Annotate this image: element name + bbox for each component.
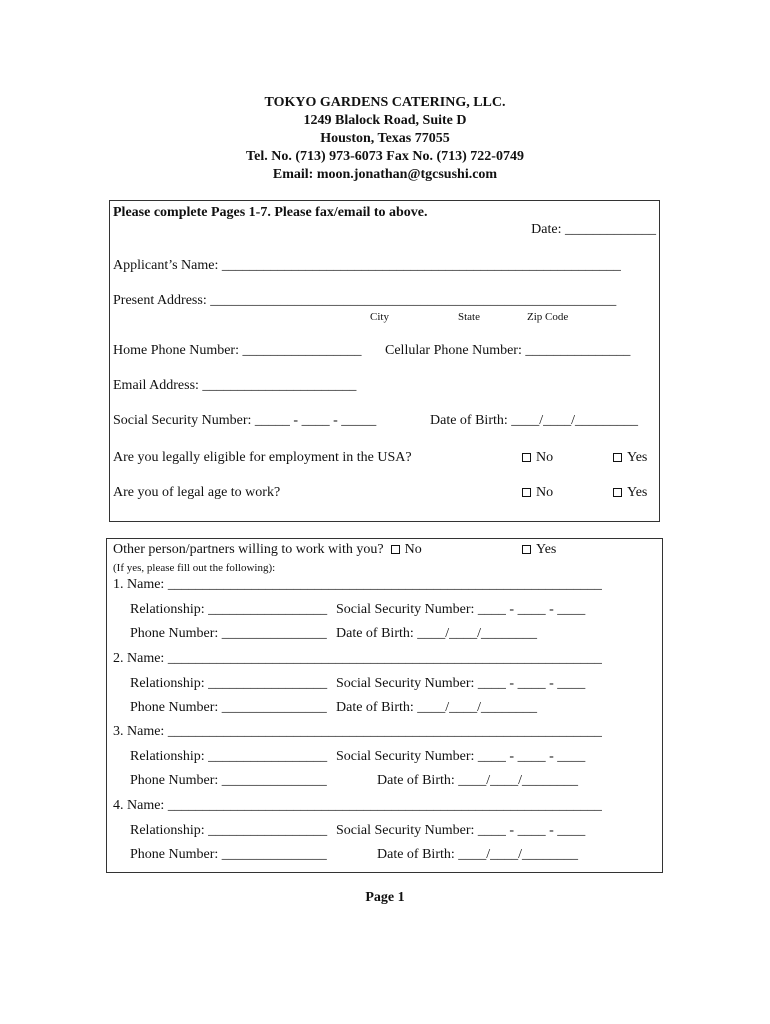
checkbox-icon[interactable] (613, 488, 622, 497)
checkbox-icon[interactable] (613, 453, 622, 462)
age-no-option[interactable] (522, 485, 553, 501)
partner-2-relationship-field[interactable]: Relationship: _________________ (130, 676, 328, 691)
eligible-yes-option[interactable] (613, 450, 647, 466)
partner-2-dob-field[interactable]: Date of Birth: ____/____/________ (336, 700, 538, 715)
present-address-field[interactable]: Present Address: __________________________________________________________ (113, 293, 617, 308)
no-label: No (536, 485, 554, 500)
date-field[interactable]: Date: _____________ (531, 222, 656, 237)
partner-3-relationship-field[interactable]: Relationship: _________________ (130, 749, 328, 764)
partner-3-phone-field[interactable]: Phone Number: _______________ (130, 773, 327, 788)
instructions: Please complete Pages 1-7. Please fax/email to above. (113, 205, 428, 220)
checkbox-icon[interactable] (522, 488, 531, 497)
partners-box (106, 538, 663, 873)
page-number: Page 1 (365, 890, 405, 905)
legal-eligibility-question: Are you legally eligible for employment in the USA? (113, 450, 412, 465)
legal-age-question: Are you of legal age to work? (113, 485, 281, 500)
partner-4-dob-field[interactable]: Date of Birth: ____/____/________ (377, 847, 579, 862)
checkbox-icon[interactable] (522, 545, 531, 554)
partner-4-phone-field[interactable]: Phone Number: _______________ (130, 847, 327, 862)
partner-1-relationship-field[interactable]: Relationship: _________________ (130, 602, 328, 617)
eligible-no-option[interactable] (522, 450, 553, 466)
partner-1-ssn-field[interactable]: Social Security Number: ____ - ____ - ____ (336, 602, 586, 617)
checkbox-icon[interactable] (522, 453, 531, 462)
company-address-line1: 1249 Blalock Road, Suite D (303, 113, 467, 128)
applicant-info-box (109, 200, 660, 522)
partner-4-name-field[interactable]: 4. Name: ______________________________________________________________ (113, 798, 602, 813)
yes-label: Yes (627, 450, 648, 465)
partner-4-relationship-field[interactable]: Relationship: _________________ (130, 823, 328, 838)
partners-question (113, 542, 422, 558)
partner-4-ssn-field[interactable]: Social Security Number: ____ - ____ - ____ (336, 823, 586, 838)
home-phone-field[interactable]: Home Phone Number: _________________ (113, 343, 362, 358)
no-label: No (536, 450, 554, 465)
partner-2-phone-field[interactable]: Phone Number: _______________ (130, 700, 327, 715)
partner-2-name-field[interactable]: 2. Name: ______________________________________________________________ (113, 651, 602, 666)
yes-label: Yes (536, 542, 557, 557)
partner-3-ssn-field[interactable]: Social Security Number: ____ - ____ - ____ (336, 749, 586, 764)
city-caption: City (370, 311, 389, 323)
partner-3-dob-field[interactable]: Date of Birth: ____/____/________ (377, 773, 579, 788)
partner-3-name-field[interactable]: 3. Name: ______________________________________________________________ (113, 724, 602, 739)
partner-2-ssn-field[interactable]: Social Security Number: ____ - ____ - ____ (336, 676, 586, 691)
partners-yes-option[interactable] (522, 542, 556, 558)
partners-note: (If yes, please fill out the following): (113, 562, 276, 574)
ssn-field[interactable]: Social Security Number: _____ - ____ - _____ (113, 413, 377, 428)
age-yes-option[interactable] (613, 485, 647, 501)
company-address-line2: Houston, Texas 77055 (320, 131, 450, 146)
company-email: Email: moon.jonathan@tgcsushi.com (272, 167, 498, 182)
zip-code-caption: Zip Code (527, 311, 569, 323)
partner-1-dob-field[interactable]: Date of Birth: ____/____/________ (336, 626, 538, 641)
checkbox-icon[interactable] (391, 545, 400, 554)
letterhead (0, 94, 770, 184)
no-label: No (404, 542, 422, 557)
cellular-phone-field[interactable]: Cellular Phone Number: _______________ (385, 343, 631, 358)
partners-question-text: Other person/partners willing to work with you? (113, 542, 384, 557)
email-address-field[interactable]: Email Address: ______________________ (113, 378, 357, 393)
company-name: TOKYO GARDENS CATERING, LLC. (264, 95, 506, 110)
company-phone-fax: Tel. No. (713) 973-6073 Fax No. (713) 722-0749 (246, 149, 524, 164)
state-caption: State (458, 311, 480, 323)
applicant-name-field[interactable]: Applicant’s Name: _________________________________________________________ (113, 258, 621, 273)
partner-1-name-field[interactable]: 1. Name: ______________________________________________________________ (113, 577, 602, 592)
date-of-birth-field[interactable]: Date of Birth: ____/____/_________ (430, 413, 639, 428)
partner-1-phone-field[interactable]: Phone Number: _______________ (130, 626, 327, 641)
yes-label: Yes (627, 485, 648, 500)
